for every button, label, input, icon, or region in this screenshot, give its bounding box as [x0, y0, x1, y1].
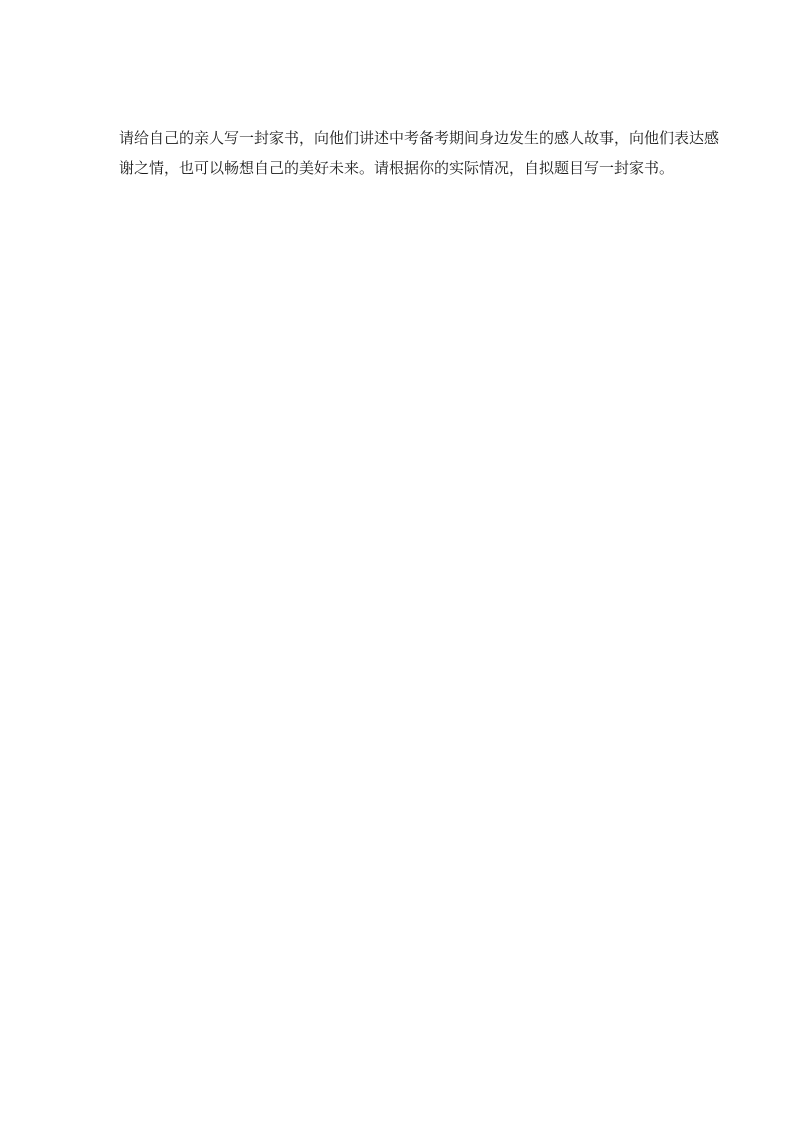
paragraph-line: 谢之情，也可以畅想自己的美好未来。请根据你的实际情况，自拟题目写一封家书。: [119, 159, 675, 177]
paragraph-line: 请给自己的亲人写一封家书，向他们讲述中考备考期间身边发生的感人故事，向他们表达感: [119, 129, 720, 147]
